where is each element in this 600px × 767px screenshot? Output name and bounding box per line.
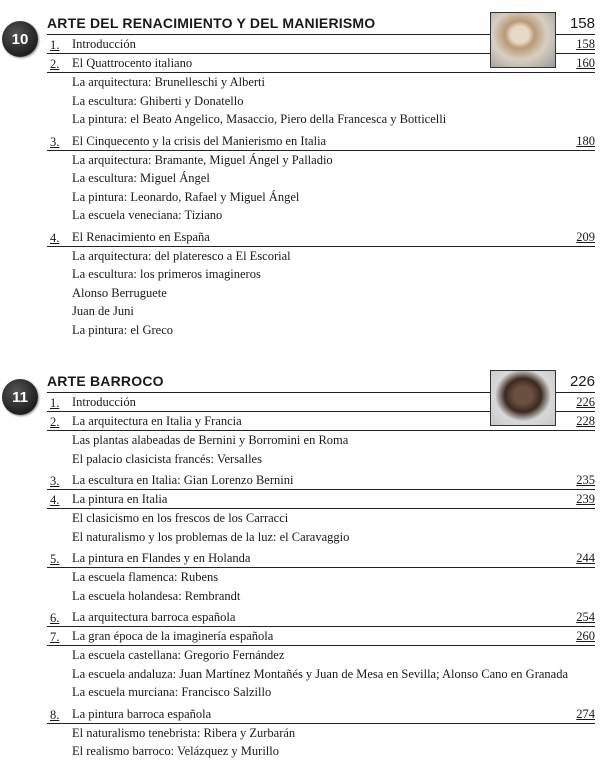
toc-section[interactable] xyxy=(47,549,595,568)
toc-subsection[interactable]: La arquitectura: del plateresco a El Escorial xyxy=(72,248,291,263)
toc-subsection[interactable]: La arquitectura: Brunelleschi y Alberti xyxy=(72,75,265,89)
section-page-number: 239 xyxy=(576,492,595,506)
section-title[interactable]: El Cinquecento y la crisis del Manierismo en Italia xyxy=(72,133,327,148)
chapter-image xyxy=(490,12,556,68)
section-number: 4. xyxy=(50,493,60,507)
chapter-title[interactable]: ARTE BARROCO xyxy=(47,373,164,389)
section-number: 2. xyxy=(50,57,60,71)
section-number: 1. xyxy=(50,396,60,410)
toc-subsection[interactable]: La escuela andaluza: Juan Martínez Montañés y Juan de Mesa en Sevilla; Alonso Cano en Granada xyxy=(72,666,569,681)
section-page-number: 244 xyxy=(576,551,595,565)
chapter-page-number: 158 xyxy=(569,15,595,32)
section-title[interactable]: La arquitectura en Italia y Francia xyxy=(72,414,242,428)
toc-section[interactable] xyxy=(47,132,595,151)
toc-section[interactable] xyxy=(47,627,595,646)
chapter-10 xyxy=(0,8,600,339)
section-title[interactable]: Introducción xyxy=(72,395,136,409)
section-number: 3. xyxy=(50,134,60,149)
toc-section[interactable] xyxy=(47,471,595,490)
section-title[interactable]: La gran época de la imaginería española xyxy=(72,629,274,643)
section-title[interactable]: La escultura en Italia: Gian Lorenzo Bernini xyxy=(72,473,294,487)
section-page-number: 180 xyxy=(576,133,595,148)
chapter-image xyxy=(490,370,556,426)
toc-subsection[interactable]: El clasicismo en los frescos de los Carracci xyxy=(72,511,289,525)
toc-section[interactable] xyxy=(47,490,595,509)
toc-subsection[interactable]: La escultura: Ghiberti y Donatello xyxy=(72,93,244,108)
section-title[interactable]: La arquitectura barroca española xyxy=(72,610,236,624)
toc-subsection[interactable]: El naturalismo y los problemas de la luz: el Caravaggio xyxy=(72,529,350,544)
section-title[interactable]: El Quattrocento italiano xyxy=(72,56,193,70)
toc-section[interactable] xyxy=(47,608,595,627)
section-number: 4. xyxy=(50,230,60,245)
toc-subsection[interactable]: La pintura: el Greco xyxy=(72,322,173,337)
section-number: 6. xyxy=(50,611,60,625)
chapter-number-badge: 10 xyxy=(2,21,38,57)
toc-subsection[interactable]: El naturalismo tenebrista: Ribera y Zurbarán xyxy=(72,725,296,740)
toc-subsection[interactable]: El palacio clasicista francés: Versalles xyxy=(72,451,262,466)
section-page-number: 235 xyxy=(576,473,595,487)
section-page-number: 160 xyxy=(576,56,595,70)
section-title[interactable]: Introducción xyxy=(72,37,136,51)
section-number: 5. xyxy=(50,552,60,566)
toc-subsection[interactable]: La escultura: los primeros imagineros xyxy=(72,267,261,281)
section-page-number: 254 xyxy=(576,610,595,624)
toc-subsection[interactable]: Alonso Berruguete xyxy=(72,285,167,300)
toc-subsection[interactable]: La escuela murciana: Francisco Salzillo xyxy=(72,685,272,699)
section-title[interactable]: La pintura en Italia xyxy=(72,492,168,506)
chapter-title[interactable]: ARTE DEL RENACIMIENTO Y DEL MANIERISMO xyxy=(47,15,376,31)
toc-subsection[interactable]: Juan de Juni xyxy=(72,304,134,318)
section-page-number: 158 xyxy=(576,37,595,51)
toc-subsection[interactable]: La escuela castellana: Gregorio Fernández xyxy=(72,648,285,662)
toc-section[interactable] xyxy=(47,705,595,724)
toc-subsection[interactable]: La escuela flamenca: Rubens xyxy=(72,570,219,584)
toc-section[interactable] xyxy=(47,228,595,247)
chapter-number-badge: 11 xyxy=(2,379,38,415)
section-number: 1. xyxy=(50,38,60,52)
section-page-number: 260 xyxy=(576,629,595,643)
section-number: 8. xyxy=(50,707,60,722)
section-page-number: 228 xyxy=(576,414,595,428)
section-title[interactable]: El Renacimiento en España xyxy=(72,229,210,244)
toc-subsection[interactable]: El realismo barroco: Velázquez y Murillo xyxy=(72,744,279,758)
section-number: 2. xyxy=(50,415,60,429)
section-page-number: 274 xyxy=(576,706,595,721)
section-title[interactable]: La pintura en Flandes y en Holanda xyxy=(72,551,251,565)
toc-subsection[interactable]: La escuela veneciana: Tiziano xyxy=(72,208,223,222)
section-number: 7. xyxy=(50,630,60,644)
section-title[interactable]: La pintura barroca española xyxy=(72,706,212,721)
toc-subsection[interactable]: La arquitectura: Bramante, Miguel Ángel y Palladio xyxy=(72,152,333,167)
toc-subsection[interactable]: Las plantas alabeadas de Bernini y Borromini en Roma xyxy=(72,433,349,447)
toc-subsection[interactable]: La escultura: Miguel Ángel xyxy=(72,171,210,185)
toc-subsection[interactable]: La pintura: Leonardo, Rafael y Miguel Ángel xyxy=(72,189,300,204)
chapter-page-number: 226 xyxy=(569,373,595,390)
chapter-11 xyxy=(0,366,600,761)
section-number: 3. xyxy=(50,474,60,488)
toc-subsection[interactable]: La pintura: el Beato Angelico, Masaccio, Piero della Francesca y Botticelli xyxy=(72,112,447,126)
toc-subsection[interactable]: La escuela holandesa: Rembrandt xyxy=(72,588,241,603)
section-page-number: 226 xyxy=(576,395,595,409)
section-page-number: 209 xyxy=(576,229,595,244)
